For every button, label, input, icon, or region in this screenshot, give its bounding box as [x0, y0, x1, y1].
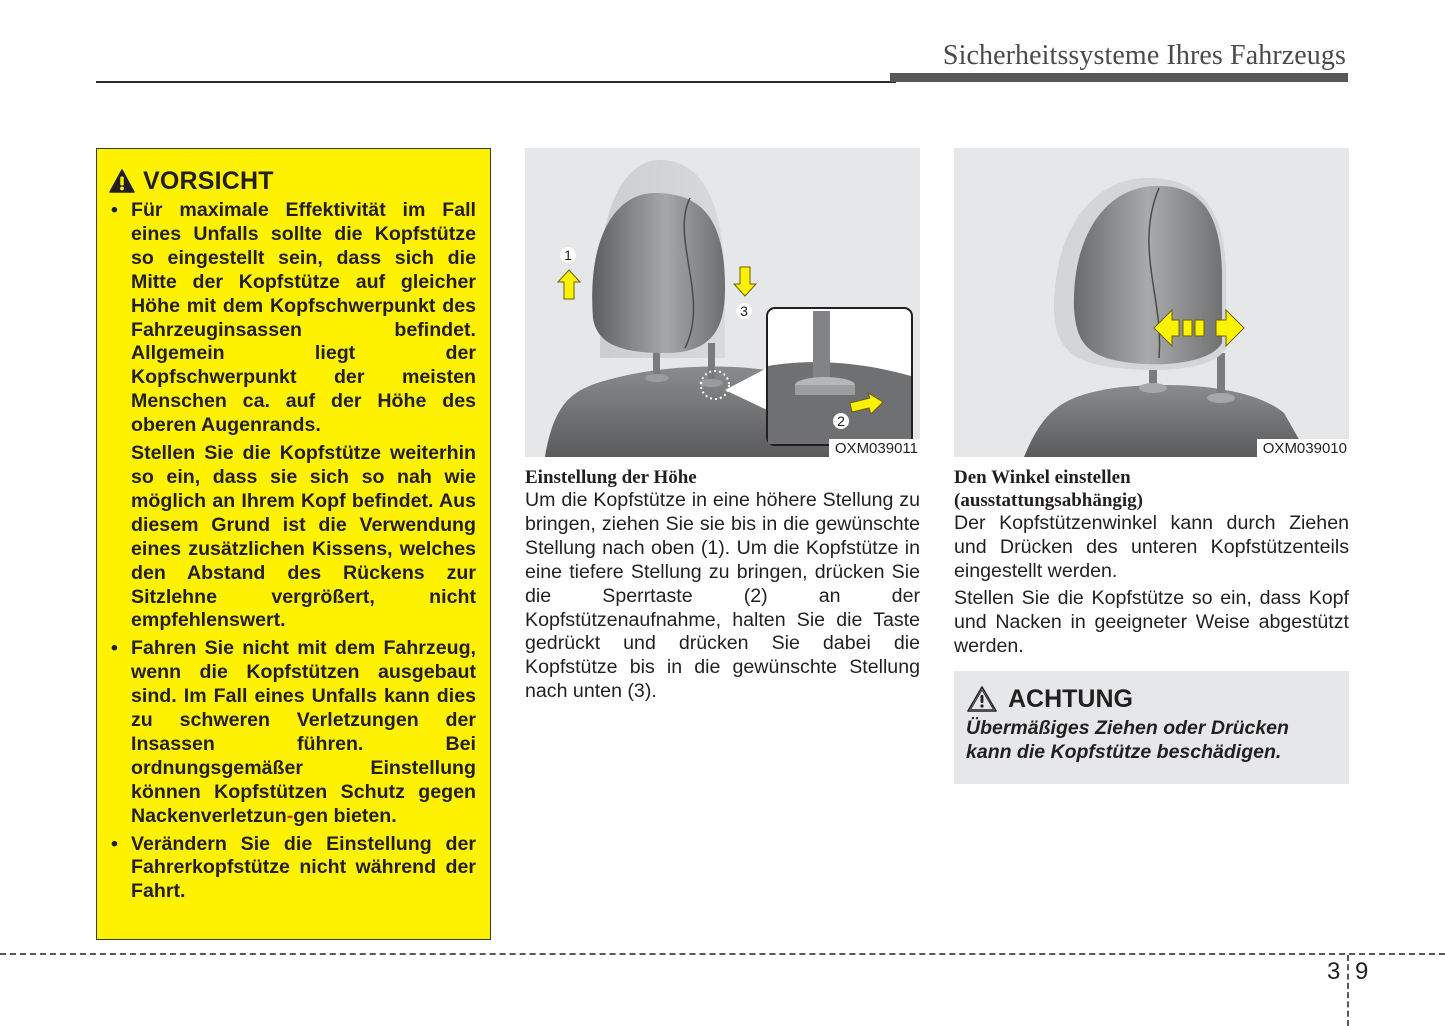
- svg-text:1: 1: [564, 247, 572, 263]
- page-header-title: Sicherheitssysteme Ihres Fahrzeugs: [942, 40, 1346, 71]
- caution-heading: [109, 163, 476, 199]
- caution-paragraph: • Verändern Sie die Einstellung der Fahrerkopfstütze nicht während der Fahrt.: [131, 832, 476, 903]
- figure-code: OXM039010: [1257, 439, 1349, 457]
- footer-vertical-divider: [1347, 955, 1349, 1026]
- footer-divider: [0, 953, 1445, 955]
- achtung-heading: [966, 683, 1337, 715]
- figure-angle-adjustment: [954, 148, 1349, 457]
- svg-text:2: 2: [837, 413, 845, 429]
- caution-item: [109, 199, 476, 633]
- section-body: Stellen Sie die Kopfstütze so ein, dass Kopf und Nacken in geeigneter Weise abgestützt werden.: [954, 586, 1349, 657]
- achtung-box: [954, 671, 1349, 784]
- arrow-down-icon: [734, 267, 756, 296]
- caution-item: [109, 833, 476, 905]
- achtung-body: Übermäßiges Ziehen oder Drücken kann die Kopfstütze beschädigen.: [966, 717, 1289, 763]
- height-adjustment-section: [525, 466, 920, 704]
- headrest-height-illustration: [525, 148, 920, 457]
- svg-text:3: 3: [740, 303, 748, 319]
- warning-triangle-icon: [109, 169, 135, 193]
- page-number: 9: [1355, 958, 1369, 985]
- header-rule: [96, 81, 896, 83]
- caution-box: [96, 148, 491, 940]
- caution-item: [109, 637, 476, 828]
- section-body: Um die Kopfstütze in eine höhere Stellung zu bringen, ziehen Sie sie bis in die gewünschte Stellung nach oben (1). Um die Kopfstütze in eine tiefere Stellung zu bringen, drücken Sie die Sperrtaste (2) an der Kopfstützenaufnahme, halten Sie die Taste gedrückt und drücken Sie dabei die Kopfstütze bis in die gewünschte Stellung nach unten (3).: [525, 489, 920, 703]
- header-bar: [890, 73, 1348, 82]
- arrow-up-icon: [558, 270, 580, 299]
- achtung-title: ACHTUNG: [1008, 684, 1133, 713]
- chapter-number: 3: [1327, 958, 1341, 985]
- caution-text: gen bieten.: [293, 804, 397, 827]
- caution-hyphen: -: [286, 804, 294, 827]
- warning-outline-triangle-icon: [966, 685, 998, 713]
- angle-adjustment-section: [954, 466, 1349, 658]
- headrest-angle-illustration: [954, 148, 1349, 457]
- section-body: Der Kopfstützenwinkel kann durch Ziehen und Drücken des unteren Kopfstützenteils eingestellt werden.: [954, 512, 1349, 582]
- figure-code: OXM039011: [829, 439, 920, 457]
- caution-paragraph: Stellen Sie die Kopfstütze weiterhin so ein, dass sie sich so nah wie möglich an Ihrem Kopf befindet. Aus diesem Grund ist die Verwendung eines zusätzlichen Kissens, welches den Abstand des Rückens zur Sitzlehne vergrößert, nicht empfehlenswert.: [131, 442, 476, 632]
- caution-paragraph: [131, 637, 476, 828]
- caution-list: [109, 199, 476, 904]
- section-heading: Den Winkel einstellen: [954, 467, 1131, 488]
- caution-paragraph: • Für maximale Effektivität im Fall eines Unfalls sollte die Kopfstütze so eingestellt sein, dass sich die Mitte der Kopfstütze auf gleicher Höhe mit dem Kopfschwerpunkt des Fahrzeuginsassen befindet. Allgemein liegt der Kopfschwerpunkt der meisten Menschen ca. auf der Höhe des oberen Augenrands.: [131, 199, 476, 437]
- section-heading: Einstellung der Höhe: [525, 467, 697, 488]
- caution-title: VORSICHT: [143, 166, 274, 195]
- figure-height-adjustment: [525, 148, 920, 457]
- caution-text: Fahren Sie nicht mit dem Fahrzeug, wenn die Kopfstützen ausgebaut sind. Im Fall eines Unfalls kann dies zu schweren Verletzungen der Insassen führen. Bei ordnungsgemäßer Einstellung können Kopfstützen Schutz gegen Nackenverletzun: [131, 637, 476, 827]
- section-heading-note: (ausstattungsabhängig): [954, 490, 1143, 511]
